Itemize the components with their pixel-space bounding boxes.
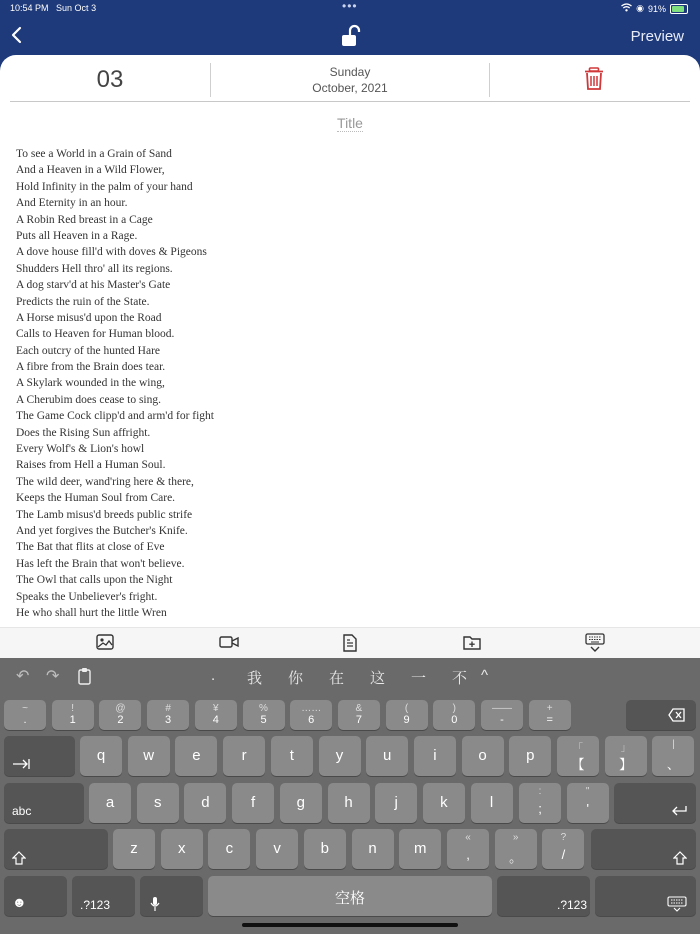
key-label: f xyxy=(251,794,256,811)
weekday-label: Sunday xyxy=(329,65,371,79)
entry-line: The Owl that calls upon the Night xyxy=(16,574,173,587)
key-shift-symbol: + xyxy=(546,703,553,714)
candidate-word[interactable]: 不 xyxy=(452,670,468,687)
key-label: l xyxy=(489,794,494,811)
key-p[interactable] xyxy=(509,736,551,776)
entry-line: Puts all Heaven in a Rage. xyxy=(16,229,138,242)
key-f[interactable] xyxy=(232,783,274,823)
key-shift-symbol: ( xyxy=(404,703,409,714)
trash-icon[interactable] xyxy=(583,67,605,91)
home-indicator xyxy=(242,923,458,927)
key-shift-symbol: ? xyxy=(560,832,567,843)
entry-line: Shudders Hell thro' all its regions. xyxy=(16,262,173,275)
key-punct-3[interactable] xyxy=(495,829,537,869)
entry-line: Each outcry of the hunted Hare xyxy=(16,344,161,357)
key-shift-symbol: ~ xyxy=(22,703,28,714)
key-shift-symbol: 「 xyxy=(573,743,583,754)
key-punct-2[interactable] xyxy=(447,829,489,869)
candidate-bar xyxy=(0,658,700,696)
key-label: z xyxy=(130,840,138,857)
key-label: q xyxy=(96,747,106,764)
key-d[interactable] xyxy=(184,783,226,823)
numbers-key-left[interactable] xyxy=(72,876,135,916)
key-shift-symbol: « xyxy=(465,832,471,843)
entry-line: Does the Rising Sun affright. xyxy=(16,426,151,439)
key-1[interactable] xyxy=(52,700,94,730)
key-shift-symbol: —— xyxy=(492,703,512,714)
key-j[interactable] xyxy=(375,783,417,823)
key-q[interactable] xyxy=(80,736,122,776)
divider xyxy=(489,63,490,97)
back-chevron-icon[interactable] xyxy=(8,24,28,46)
entry-line: A dog starv'd at his Master's Gate xyxy=(16,279,171,292)
status-bar xyxy=(0,0,700,18)
emoji-icon: ☻ xyxy=(12,894,27,910)
key-u[interactable] xyxy=(366,736,408,776)
key-label: x xyxy=(177,840,186,857)
key-l[interactable] xyxy=(471,783,513,823)
key-label: v xyxy=(273,840,281,857)
shift-key-right[interactable] xyxy=(591,829,696,869)
key-shift-symbol: # xyxy=(165,703,171,714)
key-shift-symbol: 」 xyxy=(620,743,631,754)
key-3[interactable] xyxy=(147,700,189,730)
caps-abc-key[interactable] xyxy=(4,783,84,823)
key-symbol: 6 xyxy=(308,714,315,726)
candidate-word[interactable]: 一 xyxy=(411,670,427,687)
delete-key[interactable] xyxy=(626,700,696,730)
entry-line: A Cherubim does cease to sing. xyxy=(16,393,162,406)
key-e[interactable] xyxy=(175,736,217,776)
entry-line: Hold Infinity in the palm of your hand xyxy=(16,180,193,193)
key-label: h xyxy=(344,794,353,811)
delete-icon xyxy=(668,708,686,722)
key-label: p xyxy=(526,747,535,764)
key-t[interactable] xyxy=(271,736,313,776)
key-label: k xyxy=(440,794,448,811)
entry-sheet xyxy=(0,55,700,659)
key-label: c xyxy=(225,840,234,857)
key-label: u xyxy=(383,747,392,764)
date-header xyxy=(10,59,690,102)
key-symbol: ; xyxy=(538,801,542,816)
hide-keyboard-icon[interactable] xyxy=(584,633,606,653)
keyboard-switch-key[interactable] xyxy=(595,876,696,916)
entry-line: The Lamb misus'd breeds public strife xyxy=(16,508,193,521)
entry-line: A fibre from the Brain does tear. xyxy=(16,361,166,374)
key-symbol: ' xyxy=(586,801,589,816)
key-label: m xyxy=(413,840,427,857)
key-r[interactable] xyxy=(223,736,265,776)
redo-icon[interactable]: ↷ xyxy=(46,668,60,685)
key-label: o xyxy=(478,747,487,764)
caps-label: abc xyxy=(12,804,32,818)
entry-line: Every Wolf's & Lion's howl xyxy=(16,443,145,456)
keyboard xyxy=(0,658,700,934)
battery-icon xyxy=(670,4,688,14)
key-shift-symbol: : xyxy=(538,786,542,797)
key--[interactable] xyxy=(481,700,523,730)
key-symbol: 1 xyxy=(69,714,76,726)
numbers-label: .?123 xyxy=(557,898,588,912)
key-label: r xyxy=(241,747,247,764)
shift-icon xyxy=(12,851,26,865)
key-shift-symbol: | xyxy=(672,739,675,750)
entry-line: Speaks the Unbeliever's fright. xyxy=(16,590,158,603)
wifi-icon xyxy=(621,3,632,14)
entry-line: A Robin Red breast in a Cage xyxy=(16,213,153,226)
key-punct-1[interactable] xyxy=(567,783,609,823)
key-shift-symbol: @ xyxy=(115,703,126,714)
key-7[interactable] xyxy=(338,700,380,730)
entry-line: A Horse misus'd upon the Road xyxy=(16,311,162,324)
key-symbol-1[interactable] xyxy=(605,736,647,776)
key-symbol: 】 xyxy=(619,757,633,772)
key-s[interactable] xyxy=(137,783,179,823)
entry-line: And yet forgives the Butcher's Knife. xyxy=(16,524,188,537)
day-number[interactable]: 03 xyxy=(96,66,124,93)
battery-percent: 91% xyxy=(647,3,666,14)
entry-line: Raises from Hell a Human Soul. xyxy=(16,459,166,472)
video-icon[interactable] xyxy=(218,633,240,653)
key-symbol: 【 xyxy=(571,757,585,772)
key-symbol: = xyxy=(546,714,553,726)
key-symbol: - xyxy=(500,714,504,726)
key-0[interactable] xyxy=(433,700,475,730)
entry-line: Calls to Heaven for Human blood. xyxy=(16,328,175,341)
key-shift-symbol: » xyxy=(512,832,519,843)
key-punct-0[interactable] xyxy=(519,783,561,823)
entry-text-area[interactable] xyxy=(16,146,616,621)
key-symbol-2[interactable] xyxy=(652,736,694,776)
entry-line: The wild deer, wand'ring here & there, xyxy=(16,475,194,488)
key-symbol: 3 xyxy=(165,714,172,726)
location-icon: ◉ xyxy=(636,3,644,13)
add-folder-icon[interactable] xyxy=(462,633,484,653)
expand-candidates-chevron-icon[interactable]: ^ xyxy=(481,667,489,684)
key-5[interactable] xyxy=(243,700,285,730)
key-label: y xyxy=(335,747,344,764)
numbers-key-right[interactable] xyxy=(497,876,590,916)
key-symbol: 。 xyxy=(509,850,523,865)
key-y[interactable] xyxy=(319,736,361,776)
clipboard-icon[interactable] xyxy=(77,667,93,690)
candidate-word[interactable]: . xyxy=(211,667,216,684)
key-z[interactable] xyxy=(113,829,155,869)
multitasking-dots-icon[interactable]: ••• xyxy=(342,0,358,13)
key-label: j xyxy=(394,794,398,811)
tab-key[interactable] xyxy=(4,736,75,776)
key-label: e xyxy=(192,747,201,764)
entry-line: To see a World in a Grain of Sand xyxy=(16,148,172,160)
key-b[interactable] xyxy=(304,829,346,869)
dictation-key[interactable] xyxy=(140,876,203,916)
emoji-key[interactable] xyxy=(4,876,67,916)
key-label: i xyxy=(433,747,437,764)
key-c[interactable] xyxy=(208,829,250,869)
shift-icon xyxy=(673,851,687,865)
document-icon[interactable] xyxy=(340,633,362,653)
entry-line: Has left the Brain that won't believe. xyxy=(16,557,185,570)
entry-line: A dove house fill'd with doves & Pigeons xyxy=(16,246,207,259)
key-6[interactable] xyxy=(290,700,332,730)
key-symbol: 9 xyxy=(403,714,410,726)
key-symbol: . xyxy=(23,714,27,726)
key-symbol: , xyxy=(466,847,470,862)
date-label[interactable] xyxy=(210,64,490,96)
key-label: n xyxy=(368,840,377,857)
entry-line: And a Heaven in a Wild Flower, xyxy=(16,164,165,177)
key-symbol: 7 xyxy=(355,714,362,726)
key-label: t xyxy=(289,747,294,764)
key-symbol: 、 xyxy=(666,757,680,772)
month-year-label: October, 2021 xyxy=(312,81,388,95)
candidate-word[interactable]: 我 xyxy=(247,670,263,687)
microphone-icon xyxy=(150,896,160,912)
key-h[interactable] xyxy=(328,783,370,823)
entry-line: He who shall hurt the little Wren xyxy=(16,606,167,619)
key-w[interactable] xyxy=(128,736,170,776)
key-label: b xyxy=(320,840,329,857)
key-4[interactable] xyxy=(195,700,237,730)
tab-icon xyxy=(12,758,30,770)
image-icon[interactable] xyxy=(95,633,117,653)
key-m[interactable] xyxy=(399,829,441,869)
space-bar[interactable] xyxy=(208,876,492,916)
key-symbol: 2 xyxy=(117,714,124,726)
key-shift-symbol: …… xyxy=(301,703,322,714)
key-n[interactable] xyxy=(352,829,394,869)
entry-line: A Skylark wounded in the wing, xyxy=(16,377,165,390)
key-9[interactable] xyxy=(386,700,428,730)
status-right xyxy=(621,3,688,14)
key-k[interactable] xyxy=(423,783,465,823)
key-shift-symbol: ¥ xyxy=(213,703,219,714)
editor-toolbar xyxy=(0,627,700,659)
title-field[interactable]: Title xyxy=(337,115,363,131)
status-time: 10:54 PM Sun Oct 3 xyxy=(10,3,97,13)
key-punct-4[interactable] xyxy=(542,829,584,869)
key-symbol: 0 xyxy=(451,714,458,726)
key-2[interactable] xyxy=(99,700,141,730)
key-symbol: / xyxy=(561,847,566,862)
shift-key-left[interactable] xyxy=(4,829,108,869)
nav-bar xyxy=(0,18,700,56)
key-shift-symbol: % xyxy=(259,703,268,714)
key-shift-symbol: " xyxy=(585,786,590,797)
key-label: s xyxy=(153,794,162,811)
key-i[interactable] xyxy=(414,736,456,776)
key-symbol-0[interactable] xyxy=(557,736,599,776)
return-icon xyxy=(670,805,688,817)
preview-button[interactable]: Preview xyxy=(630,28,684,45)
unlock-icon[interactable] xyxy=(340,24,362,48)
candidate-word[interactable]: 你 xyxy=(288,670,304,687)
key-=[interactable] xyxy=(529,700,571,730)
key-label: 空格 xyxy=(334,890,365,907)
key-label: g xyxy=(296,794,305,811)
key-a[interactable] xyxy=(89,783,131,823)
key-shift-symbol: & xyxy=(355,703,363,714)
key-g[interactable] xyxy=(280,783,322,823)
key-x[interactable] xyxy=(161,829,203,869)
key-v[interactable] xyxy=(256,829,298,869)
entry-line: And Eternity in an hour. xyxy=(16,197,128,210)
return-key[interactable] xyxy=(614,783,696,823)
entry-line: The Bat that flits at close of Eve xyxy=(16,541,165,554)
keyboard-icon xyxy=(667,896,687,912)
candidate-word[interactable]: 在 xyxy=(329,670,345,687)
key-shift-symbol: ! xyxy=(71,703,75,714)
key-symbol: 5 xyxy=(260,714,267,726)
key-symbol: 4 xyxy=(212,714,219,726)
numbers-label: .?123 xyxy=(80,898,111,912)
key-label: w xyxy=(143,747,155,764)
key-label: a xyxy=(105,794,115,811)
undo-icon[interactable]: ↶ xyxy=(16,668,30,685)
key-shift-symbol: ) xyxy=(452,703,456,714)
key-.[interactable] xyxy=(4,700,46,730)
entry-line: Predicts the ruin of the State. xyxy=(16,295,150,308)
key-label: d xyxy=(201,794,210,811)
entry-line: Keeps the Human Soul from Care. xyxy=(16,492,176,505)
key-o[interactable] xyxy=(462,736,504,776)
candidate-word[interactable]: 这 xyxy=(370,670,386,687)
entry-line: The Game Cock clipp'd and arm'd for fight xyxy=(16,410,214,423)
